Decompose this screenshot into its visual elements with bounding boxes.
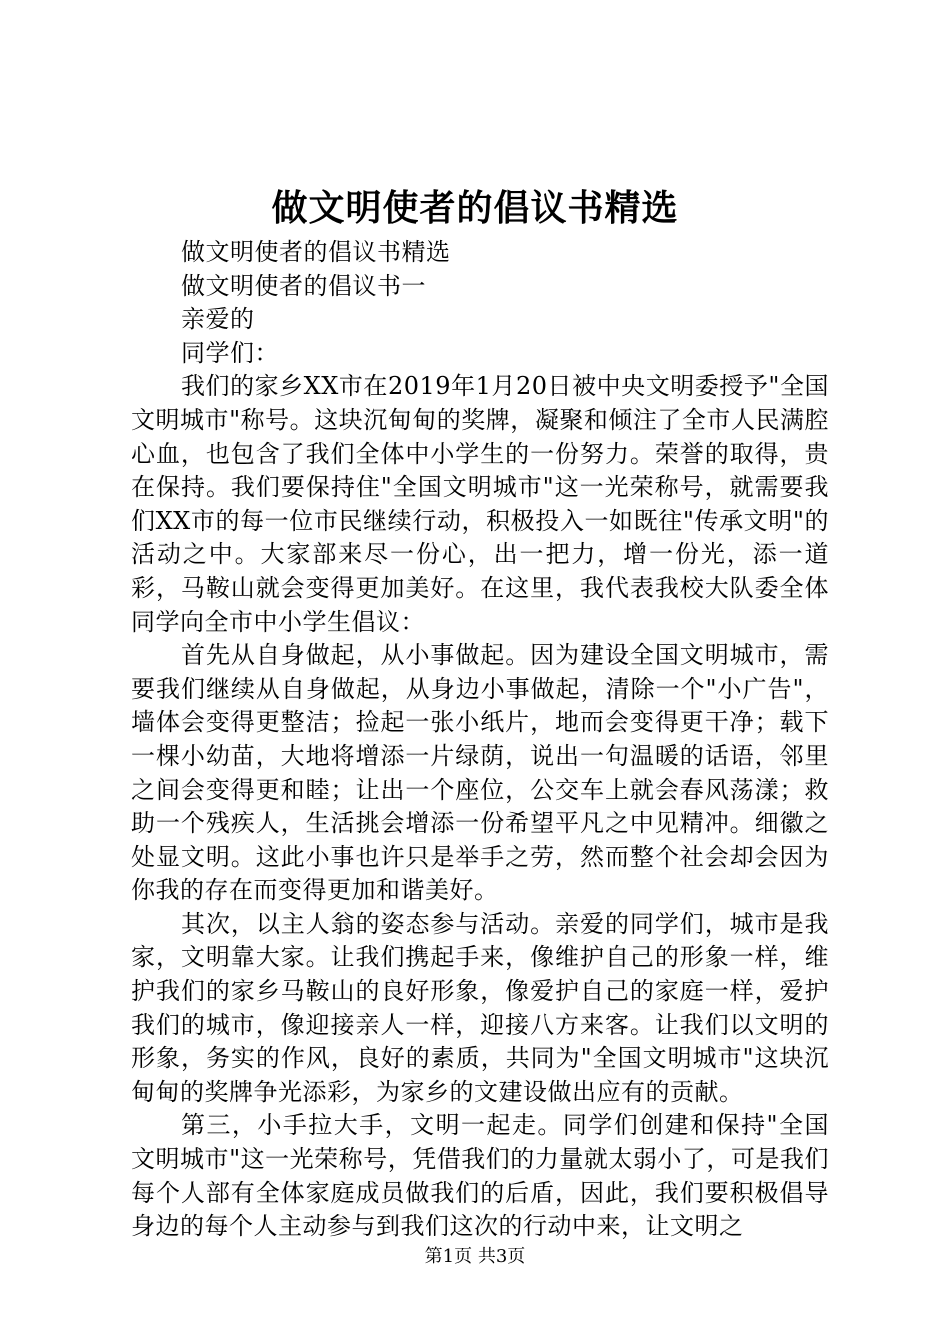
paragraph-third-point: 第三，小手拉大手，文明一起走。同学们创建和保持"全国文明城市"这一光荣称号，凭借我们的力量就太弱小了，可是我们每个人部有全体家庭成员做我们的后盾，因此，我们要积极倡导身边的每个人主动参与到我们这次的行动中来，让文明之 (131, 1111, 829, 1241)
document-title: 做文明使者的倡议书精选 (271, 187, 679, 229)
paragraph-subtitle: 做文明使者的倡议书精选 (181, 238, 451, 266)
document-body (131, 236, 829, 1244)
paragraph-second-point: 其次，以主人翁的姿态参与活动。亲爱的同学们，城市是我家，文明靠大家。让我们携起手来，像维护自己的形象一样，维护我们的家乡马鞍山的良好形象，像爱护自己的家庭一样，爱护我们的城市，像迎接亲人一样，迎接八方来客。让我们以文明的形象，务实的作风，良好的素质，共同为"全国文明城市"这块沉甸甸的奖牌争光添彩，为家乡的文建设做出应有的贡献。 (131, 909, 829, 1106)
paragraph-first-point: 首先从自身做起，从小事做起。因为建设全国文明城市，需要我们继续从自身做起，从身边小事做起，清除一个"小广告"，墙体会变得更整洁；捡起一张小纸片，地而会变得更干净；载下一棵小幼苗，大地将增添一片绿荫，说出一句温暖的话语，邻里之间会变得更和睦；让出一个座位，公交车上就会春风荡漾；救助一个残疾人，生活挑会增添一份希望平凡之中见精冲。细徽之处显文明。这此小事也许只是举手之劳，然而整个社会却会因为你我的存在而变得更加和谐美好。 (131, 641, 829, 905)
page-indicator: 第1页 共3页 (424, 1246, 526, 1267)
paragraph-salutation-1: 亲爱的 (181, 305, 255, 334)
paragraph-salutation-2: 同学们： (181, 338, 279, 367)
paragraph-section-heading: 做文明使者的倡议书一 (181, 271, 426, 300)
paragraph-intro: 我们的家乡XX市在2019年1月20日被中央文明委授予"全国文明城市"称号。这块沉甸甸的奖牌，凝聚和倾注了全市人民满腔心血，也包含了我们全体中小学生的一份努力。荣誉的取得，贵在保持。我们要保持住"全国文明城市"这一光荣称号，就需要我们XX市的每一位市民继续行动，积极投入一如既往"传承文明"的活动之中。大家部来尽一份心，出一把力，增一份光，添一道彩，马鞍山就会变得更加美好。在这里，我代表我校大队委全体同学向全市中小学生倡议： (131, 372, 829, 636)
